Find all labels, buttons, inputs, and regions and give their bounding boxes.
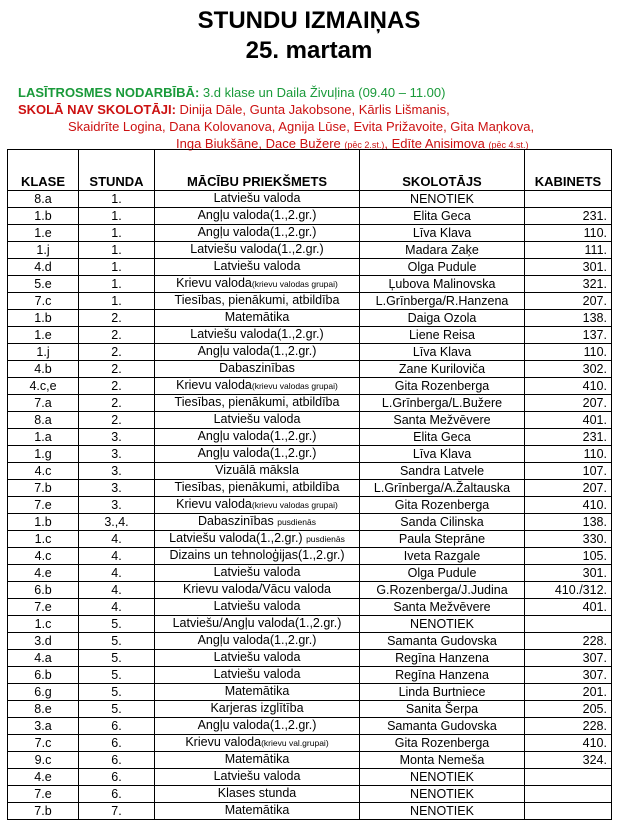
absent-label: SKOLĀ NAV SKOLOTĀJI: <box>18 102 176 117</box>
cell-stunda: 6. <box>79 752 155 769</box>
subject-text: Dabaszinības <box>219 361 295 375</box>
cell-cabinet: 207. <box>525 480 612 497</box>
cell-subject <box>155 412 360 429</box>
table-row <box>8 361 612 378</box>
cell-teacher: Regīna Hanzena <box>360 650 525 667</box>
cell-klase: 1.g <box>8 446 79 463</box>
cell-cabinet: 307. <box>525 667 612 684</box>
cell-stunda: 5. <box>79 667 155 684</box>
subject-text: Tiesības, pienākumi, atbildība <box>174 293 340 307</box>
cell-klase: 7.a <box>8 395 79 412</box>
cell-teacher: Linda Burtniece <box>360 684 525 701</box>
cell-stunda: 4. <box>79 531 155 548</box>
table-row <box>8 769 612 786</box>
cell-subject <box>155 361 360 378</box>
cell-stunda: 5. <box>79 650 155 667</box>
lasitrosme-label: LASĪTROSMES NODARBĪBĀ: <box>18 85 200 100</box>
cell-klase: 1.a <box>8 429 79 446</box>
lasitrosme-text: 3.d klase un Daila Živuļina (09.40 – 11.00) <box>199 85 446 100</box>
subject-text: Angļu valoda(1.,2.gr.) <box>197 446 317 460</box>
cell-teacher: Gita Rozenberga <box>360 497 525 514</box>
table-row <box>8 259 612 276</box>
subject-note: pusdienās <box>306 534 345 544</box>
subject-text: Tiesības, pienākumi, atbildība <box>174 395 340 409</box>
cell-teacher: Liene Reisa <box>360 327 525 344</box>
cell-cabinet: 401. <box>525 599 612 616</box>
table-row <box>8 225 612 242</box>
cell-subject <box>155 633 360 650</box>
table-row <box>8 242 612 259</box>
cell-stunda: 3. <box>79 446 155 463</box>
page-date: 25. martam <box>245 37 373 64</box>
subject-text: Latviešu valoda <box>213 667 301 681</box>
cell-subject <box>155 548 360 565</box>
table-row <box>8 293 612 310</box>
cell-stunda: 1. <box>79 259 155 276</box>
cell-stunda: 5. <box>79 633 155 650</box>
subject-text: Dabaszinības <box>198 514 278 528</box>
subject-text: Krievu valoda <box>176 497 252 511</box>
subject-text: Matemātika <box>224 310 290 324</box>
table-row <box>8 650 612 667</box>
subject-note: (krievu valodas grupai) <box>251 381 338 391</box>
cell-klase: 7.b <box>8 803 79 820</box>
cell-stunda: 2. <box>79 361 155 378</box>
cell-klase: 6.b <box>8 667 79 684</box>
absent-line-2: Skaidrīte Logina, Dana Kolovanova, Agnija Lūse, Evita Prižavoite, Gita Maņkova, <box>68 119 535 134</box>
cell-teacher: Santa Mežvēvere <box>360 599 525 616</box>
subject-text: Angļu valoda(1.,2.gr.) <box>197 718 317 732</box>
cell-klase: 1.j <box>8 242 79 259</box>
cell-stunda: 1. <box>79 276 155 293</box>
cell-teacher: Iveta Razgale <box>360 548 525 565</box>
cell-stunda: 5. <box>79 616 155 633</box>
cell-teacher: Līva Klava <box>360 344 525 361</box>
cell-subject <box>155 344 360 361</box>
cell-klase: 4.b <box>8 361 79 378</box>
table-row <box>8 327 612 344</box>
subject-text: Angļu valoda(1.,2.gr.) <box>197 633 317 647</box>
cell-cabinet: 301. <box>525 259 612 276</box>
cell-teacher: Elita Geca <box>360 429 525 446</box>
table-header-row <box>8 150 612 191</box>
cell-klase: 7.e <box>8 599 79 616</box>
cell-cabinet: 110. <box>525 225 612 242</box>
cell-stunda: 2. <box>79 412 155 429</box>
cell-stunda: 2. <box>79 310 155 327</box>
cell-subject <box>155 752 360 769</box>
cell-cabinet: 321. <box>525 276 612 293</box>
cell-teacher: NENOTIEK <box>360 803 525 820</box>
cell-stunda: 6. <box>79 786 155 803</box>
cell-stunda: 5. <box>79 701 155 718</box>
subject-text: Latviešu valoda <box>213 259 301 273</box>
table-row <box>8 480 612 497</box>
cell-cabinet: 207. <box>525 395 612 412</box>
cell-teacher: Gita Rozenberga <box>360 735 525 752</box>
subject-text: Karjeras izglītība <box>210 701 304 715</box>
table-row <box>8 514 612 531</box>
cell-cabinet <box>525 769 612 786</box>
table-row <box>8 786 612 803</box>
cell-cabinet: 110. <box>525 344 612 361</box>
subject-text: Latviešu valoda(1.,2.gr.) <box>169 531 307 545</box>
table-row <box>8 582 612 599</box>
cell-subject <box>155 310 360 327</box>
cell-subject <box>155 803 360 820</box>
cell-klase: 3.a <box>8 718 79 735</box>
cell-cabinet: 307. <box>525 650 612 667</box>
table-row <box>8 752 612 769</box>
cell-teacher: Paula Steprāne <box>360 531 525 548</box>
cell-klase: 4.c <box>8 548 79 565</box>
cell-subject <box>155 446 360 463</box>
cell-stunda: 4. <box>79 565 155 582</box>
table-row <box>8 803 612 820</box>
header-teacher: SKOLOTĀJS <box>360 150 525 191</box>
table-row <box>8 412 612 429</box>
table-row <box>8 446 612 463</box>
table-row <box>8 701 612 718</box>
cell-klase: 1.c <box>8 616 79 633</box>
cell-klase: 7.c <box>8 293 79 310</box>
cell-stunda: 1. <box>79 225 155 242</box>
cell-subject <box>155 718 360 735</box>
cell-teacher: Sanita Šerpa <box>360 701 525 718</box>
header-subject: MĀCĪBU PRIEKŠMETS <box>155 150 360 191</box>
header-cabinet: KABINETS <box>525 150 612 191</box>
cell-teacher: Zane Kuriloviča <box>360 361 525 378</box>
cell-teacher: Sandra Latvele <box>360 463 525 480</box>
subject-text: Krievu valoda <box>176 378 252 392</box>
cell-stunda: 7. <box>79 803 155 820</box>
cell-teacher: Monta Nemeša <box>360 752 525 769</box>
subject-text: Krievu valoda <box>176 276 252 290</box>
subject-text: Krievu valoda <box>185 735 262 749</box>
cell-teacher: NENOTIEK <box>360 191 525 208</box>
cell-subject <box>155 582 360 599</box>
cell-subject <box>155 327 360 344</box>
table-row <box>8 684 612 701</box>
cell-klase: 4.e <box>8 769 79 786</box>
cell-stunda: 4. <box>79 582 155 599</box>
subject-text: Latviešu valoda <box>213 412 301 426</box>
table-row <box>8 633 612 650</box>
cell-klase: 1.b <box>8 310 79 327</box>
cell-stunda: 4. <box>79 548 155 565</box>
cell-klase: 8.a <box>8 191 79 208</box>
cell-teacher: Ļubova Malinovska <box>360 276 525 293</box>
cell-klase: 1.b <box>8 208 79 225</box>
absent-note-1: (pēc 2.st.) <box>344 140 385 150</box>
cell-cabinet: 330. <box>525 531 612 548</box>
cell-cabinet: 107. <box>525 463 612 480</box>
cell-stunda: 3. <box>79 497 155 514</box>
cell-cabinet: 401. <box>525 412 612 429</box>
absent-note-2: (pēc 4.st.) <box>488 140 529 150</box>
cell-teacher: NENOTIEK <box>360 769 525 786</box>
cell-klase: 8.e <box>8 701 79 718</box>
cell-stunda: 6. <box>79 735 155 752</box>
cell-subject <box>155 293 360 310</box>
subject-text: Latviešu valoda <box>213 191 301 205</box>
schedule-table <box>7 149 612 820</box>
cell-klase: 6.g <box>8 684 79 701</box>
cell-klase: 4.a <box>8 650 79 667</box>
cell-subject <box>155 497 360 514</box>
subject-text: Latviešu valoda <box>213 769 301 783</box>
table-row <box>8 667 612 684</box>
subject-text: Latviešu valoda <box>213 650 301 664</box>
cell-stunda: 1. <box>79 293 155 310</box>
cell-teacher: Sanda Cilinska <box>360 514 525 531</box>
cell-cabinet: 228. <box>525 718 612 735</box>
cell-teacher: Madara Zaķe <box>360 242 525 259</box>
cell-teacher: Samanta Gudovska <box>360 633 525 650</box>
cell-teacher: Olga Pudule <box>360 565 525 582</box>
subject-text: Angļu valoda(1.,2.gr.) <box>197 344 317 358</box>
cell-cabinet: 324. <box>525 752 612 769</box>
cell-teacher: L.Grīnberga/L.Bužere <box>360 395 525 412</box>
cell-cabinet: 105. <box>525 548 612 565</box>
cell-stunda: 1. <box>79 242 155 259</box>
cell-cabinet: 302. <box>525 361 612 378</box>
absent-names-1: Dinija Dāle, Gunta Jakobsone, Kārlis Lišmanis, <box>175 102 450 117</box>
table-row <box>8 718 612 735</box>
cell-klase: 5.e <box>8 276 79 293</box>
cell-cabinet: 231. <box>525 429 612 446</box>
table-row <box>8 378 612 395</box>
cell-stunda: 4. <box>79 599 155 616</box>
subject-note: pusdienās <box>277 517 316 527</box>
cell-subject <box>155 395 360 412</box>
cell-subject <box>155 242 360 259</box>
cell-cabinet: 207. <box>525 293 612 310</box>
cell-stunda: 2. <box>79 344 155 361</box>
cell-cabinet: 205. <box>525 701 612 718</box>
cell-stunda: 2. <box>79 378 155 395</box>
cell-subject <box>155 208 360 225</box>
cell-teacher: Olga Pudule <box>360 259 525 276</box>
cell-klase: 1.b <box>8 514 79 531</box>
table-row <box>8 599 612 616</box>
cell-klase: 4.d <box>8 259 79 276</box>
cell-stunda: 3. <box>79 429 155 446</box>
cell-subject <box>155 378 360 395</box>
cell-teacher: Elita Geca <box>360 208 525 225</box>
cell-cabinet: 111. <box>525 242 612 259</box>
cell-cabinet <box>525 191 612 208</box>
cell-klase: 6.b <box>8 582 79 599</box>
cell-cabinet: 110. <box>525 446 612 463</box>
cell-klase: 7.e <box>8 497 79 514</box>
subject-text: Latviešu valoda <box>213 565 301 579</box>
cell-klase: 7.c <box>8 735 79 752</box>
table-row <box>8 344 612 361</box>
table-row <box>8 616 612 633</box>
absent-names-3c: , Edīte Anisimova <box>384 136 489 151</box>
cell-cabinet <box>525 786 612 803</box>
table-row <box>8 276 612 293</box>
cell-klase: 9.c <box>8 752 79 769</box>
lasitrosme-line <box>18 84 445 101</box>
cell-teacher: Gita Rozenberga <box>360 378 525 395</box>
cell-subject <box>155 276 360 293</box>
subject-text: Angļu valoda(1.,2.gr.) <box>197 225 317 239</box>
table-row <box>8 429 612 446</box>
cell-stunda: 1. <box>79 191 155 208</box>
table-row <box>8 548 612 565</box>
cell-teacher: Līva Klava <box>360 446 525 463</box>
cell-teacher: L.Grīnberga/R.Hanzena <box>360 293 525 310</box>
cell-teacher: Līva Klava <box>360 225 525 242</box>
cell-teacher: Santa Mežvēvere <box>360 412 525 429</box>
cell-cabinet: 138. <box>525 514 612 531</box>
cell-stunda: 3.,4. <box>79 514 155 531</box>
table-row <box>8 463 612 480</box>
cell-cabinet: 228. <box>525 633 612 650</box>
cell-teacher: Regīna Hanzena <box>360 667 525 684</box>
subject-text: Tiesības, pienākumi, atbildība <box>174 480 340 494</box>
cell-subject <box>155 650 360 667</box>
cell-subject <box>155 225 360 242</box>
cell-teacher: G.Rozenberga/J.Judina <box>360 582 525 599</box>
cell-subject <box>155 514 360 531</box>
cell-cabinet: 137. <box>525 327 612 344</box>
header-stunda: STUNDA <box>79 150 155 191</box>
cell-subject <box>155 480 360 497</box>
absent-names-3a: Inga Biukšāne, Dace Bužere <box>176 136 345 151</box>
cell-klase: 1.c <box>8 531 79 548</box>
cell-subject <box>155 701 360 718</box>
cell-stunda: 3. <box>79 480 155 497</box>
subject-text: Latviešu valoda(1.,2.gr.) <box>190 327 324 341</box>
subject-text: Matemātika <box>224 803 290 817</box>
cell-subject <box>155 191 360 208</box>
cell-subject <box>155 684 360 701</box>
table-row <box>8 735 612 752</box>
cell-klase: 8.a <box>8 412 79 429</box>
cell-subject <box>155 599 360 616</box>
subject-text: Latviešu valoda <box>213 599 301 613</box>
cell-subject <box>155 565 360 582</box>
cell-stunda: 5. <box>79 684 155 701</box>
cell-stunda: 2. <box>79 395 155 412</box>
cell-subject <box>155 769 360 786</box>
table-row <box>8 191 612 208</box>
absent-line-1 <box>18 101 450 118</box>
cell-cabinet: 138. <box>525 310 612 327</box>
cell-cabinet: 410. <box>525 497 612 514</box>
cell-teacher: L.Grīnberga/A.Žaltauska <box>360 480 525 497</box>
cell-klase: 3.d <box>8 633 79 650</box>
table-row <box>8 208 612 225</box>
cell-cabinet <box>525 803 612 820</box>
cell-cabinet <box>525 616 612 633</box>
subject-text: Klases stunda <box>217 786 297 800</box>
cell-subject <box>155 531 360 548</box>
cell-klase: 7.b <box>8 480 79 497</box>
cell-cabinet: 201. <box>525 684 612 701</box>
subject-text: Matemātika <box>224 684 290 698</box>
cell-subject <box>155 735 360 752</box>
cell-stunda: 6. <box>79 769 155 786</box>
cell-teacher: NENOTIEK <box>360 786 525 803</box>
cell-subject <box>155 259 360 276</box>
table-row <box>8 497 612 514</box>
table-row <box>8 310 612 327</box>
table-row <box>8 531 612 548</box>
subject-text: Matemātika <box>224 752 290 766</box>
cell-stunda: 6. <box>79 718 155 735</box>
cell-teacher: Samanta Gudovska <box>360 718 525 735</box>
cell-teacher: Daiga Ozola <box>360 310 525 327</box>
cell-cabinet: 301. <box>525 565 612 582</box>
cell-klase: 4.c,e <box>8 378 79 395</box>
subject-note: (krievu val.grupai) <box>261 738 329 748</box>
cell-klase: 1.j <box>8 344 79 361</box>
cell-subject <box>155 786 360 803</box>
subject-text: Latviešu valoda(1.,2.gr.) <box>190 242 324 256</box>
subject-text: Angļu valoda(1.,2.gr.) <box>197 429 317 443</box>
cell-cabinet: 231. <box>525 208 612 225</box>
table-row <box>8 395 612 412</box>
cell-stunda: 3. <box>79 463 155 480</box>
cell-klase: 1.e <box>8 327 79 344</box>
cell-cabinet: 410./312. <box>525 582 612 599</box>
subject-text: Latviešu/Angļu valoda(1.,2.gr.) <box>172 616 342 630</box>
cell-teacher: NENOTIEK <box>360 616 525 633</box>
cell-cabinet: 410. <box>525 378 612 395</box>
cell-stunda: 1. <box>79 208 155 225</box>
header-klase: KLASE <box>8 150 79 191</box>
cell-klase: 4.c <box>8 463 79 480</box>
subject-text: Vizuālā māksla <box>215 463 299 477</box>
cell-klase: 7.e <box>8 786 79 803</box>
cell-subject <box>155 616 360 633</box>
cell-klase: 4.e <box>8 565 79 582</box>
subject-text: Dizains un tehnoloģijas(1.,2.gr.) <box>169 548 345 562</box>
cell-cabinet: 410. <box>525 735 612 752</box>
cell-stunda: 2. <box>79 327 155 344</box>
cell-subject <box>155 667 360 684</box>
table-row <box>8 565 612 582</box>
page-title: STUNDU IZMAIŅAS <box>197 7 421 34</box>
subject-text: Krievu valoda/Vācu valoda <box>182 582 331 596</box>
subject-note: (krievu valodas grupai) <box>251 500 338 510</box>
cell-klase: 1.e <box>8 225 79 242</box>
subject-text: Angļu valoda(1.,2.gr.) <box>197 208 317 222</box>
subject-note: (krievu valodas grupai) <box>251 279 338 289</box>
cell-subject <box>155 429 360 446</box>
cell-subject <box>155 463 360 480</box>
